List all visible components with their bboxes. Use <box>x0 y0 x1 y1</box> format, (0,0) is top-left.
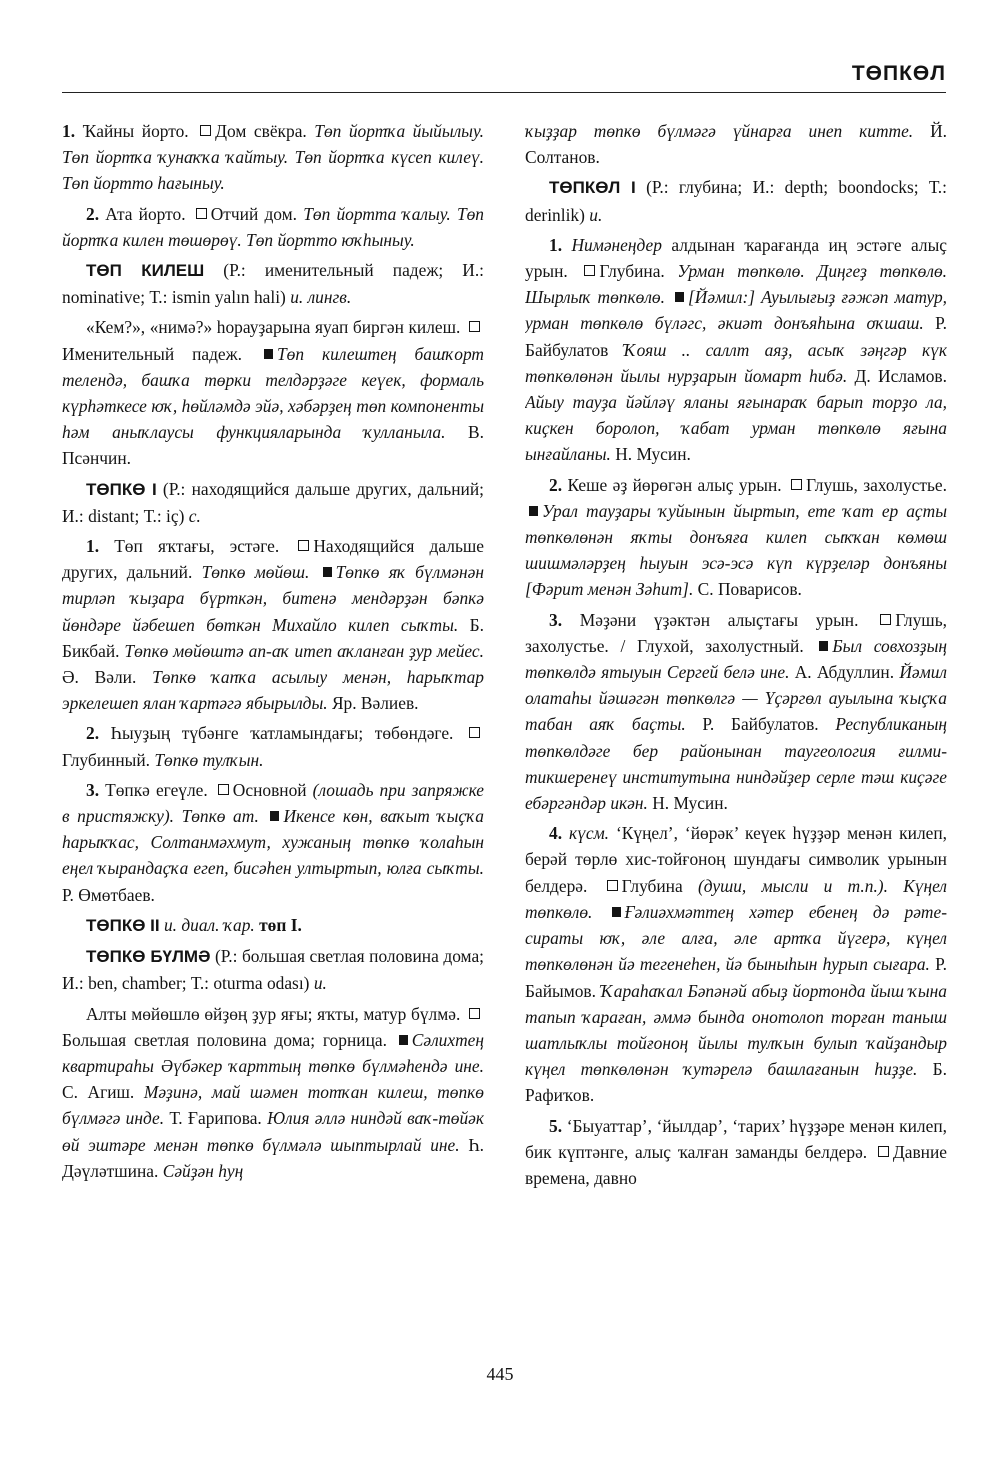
sense-number: 3. <box>549 609 563 630</box>
sense-paragraph <box>62 314 484 471</box>
example: ҡыҙҙар төпкө бүлмәгә үйнарға инеп китте. <box>525 121 914 141</box>
definition: Ҡайны йорто. <box>82 121 189 141</box>
russian-marker-icon <box>469 321 480 332</box>
example: Ҡояш .. саллт аяҙ, асыҡ зәңгәр күк төпкөлөнән йылы нурҙарын йомарт һибә. <box>525 339 947 386</box>
russian-marker-icon <box>584 265 595 276</box>
sense-paragraph <box>525 472 947 603</box>
usage-note: (лошадь при запряжке в пристяжку). <box>62 779 484 827</box>
entry-header <box>62 476 484 529</box>
source: Ә. Вәли. <box>62 667 137 688</box>
sense-paragraph <box>525 118 947 170</box>
citation-marker-icon <box>612 907 621 917</box>
citation-marker-icon <box>264 349 273 359</box>
russian-equivalent: Находящийся дальше других, дальний. <box>62 536 484 583</box>
source: Т. Ғарипова. <box>169 1108 262 1129</box>
russian-equivalent: Именительный падеж. <box>62 343 243 364</box>
example: Республиканың төпкөлдәге бер районынан таугеология ғилми-тикшеренеү институтына ниндәйҙер серле тәш киҫәге ебәргәндәр икән. <box>525 714 947 814</box>
russian-equivalent: Основной <box>232 779 307 800</box>
source: В. Псәнчин. <box>62 422 484 469</box>
source: Й. Солтанов. <box>525 121 947 168</box>
example: Нимәнеңдер <box>571 234 662 255</box>
definition: алдынан ҡарағанда иң эстәге алыҫ урын. <box>525 234 947 282</box>
definition: Кеше әҙ йөрөгән алыҫ урын. <box>567 474 782 495</box>
citation-marker-icon <box>819 641 828 651</box>
left-column <box>62 118 484 1338</box>
russian-marker-icon <box>469 1008 480 1019</box>
entry-header <box>62 257 484 310</box>
sense-paragraph <box>62 777 484 908</box>
citation-marker-icon <box>529 506 538 516</box>
russian-equivalent: Отчий дом. <box>210 203 298 224</box>
definition: Төпкә егеүле. <box>105 779 208 800</box>
grammar-label: күсм. <box>569 823 610 844</box>
source: Н. Мусин. <box>652 793 728 814</box>
russian-equivalent: Большая светлая половина дома; горница. <box>62 1029 387 1050</box>
example: Күңел төпкөлө. <box>525 875 947 922</box>
usage-note: (души, мысли и т.п.). <box>698 875 888 896</box>
entry-header <box>62 912 484 939</box>
source: Б. Бикбай. <box>62 614 484 661</box>
sense-number: 1. <box>62 121 76 141</box>
grammar-label: и. <box>313 973 327 994</box>
example: Ҡараһаҡал Бәпәнәй абыҙ йортонда йыш ҡына тапып ҡараған, әммә бында онотолоп торған таныш шатлыҡлы тойғоноң йылы тулҡын булып ҡайҙандыр күңел төпкөлөнән ҡутәрелә башлағанын һиҙҙе. <box>525 980 947 1080</box>
example: Төп килештең башҡорт телендә, башҡа төрки телдәрҙәге кеүек, формаль күрһәткесе юҡ, һөйләмдә эйә, хәбәрҙең төп компоненты һәм аныҡлаусы функцияларында ҡулланыла. <box>62 343 484 443</box>
source: Р. Байбулатов <box>525 313 947 360</box>
page-number: 445 <box>486 1364 514 1384</box>
russian-marker-icon <box>298 540 309 551</box>
example: Төп йортта ҡалыу. Төп йортҡа килен төшөрөү. Төп йортто юҡһыныу. <box>62 203 484 250</box>
russian-equivalent: Глубина. <box>599 261 665 282</box>
russian-equivalent: Глушь, захолустье. / Глухой, захолустный. <box>525 609 947 656</box>
grammar-label: с. <box>188 505 201 526</box>
entry-header <box>525 174 947 227</box>
example: Төпкө тулҡын. <box>154 749 264 770</box>
sense-paragraph <box>62 118 484 197</box>
source: Н. Мусин. <box>615 444 691 465</box>
sense-paragraph <box>525 820 947 1108</box>
sense-number: 2. <box>86 203 100 224</box>
translations: (Р.: большая светлая половина дома; И.: ben, chamber; Т.: oturma odası) <box>62 946 484 994</box>
headword: ТӨПКӨ I <box>86 479 157 499</box>
source: А. Абдуллин. <box>794 662 895 683</box>
russian-marker-icon <box>791 479 802 490</box>
example: Ғәлиәхмәттең хәтер ебенең дә рәте-сираты юҡ, әле алға, әле артҡа йүгерә, күңел төпкөлөнән йә тегенеһен, йә быныһын һурып сығара. <box>525 901 947 975</box>
example: Сәлихтең квартираһы Әүбәкер ҡарттың төпкө бүлмәһендә ине. <box>62 1029 484 1076</box>
definition: Һыуҙың түбәнге ҡатламындағы; төбөндәге. <box>110 723 454 744</box>
sense-paragraph <box>525 232 947 468</box>
example: Йәмил олатаһы йәшәгән төпкөлгә — Үҫәргөл ауылына ҡыҫҡа табан аяҡ баҫты. <box>525 662 947 735</box>
source: Д. Исламов. <box>854 365 947 386</box>
example: Мәҙинә, май шәмен тотҡан килеш, төпкө бүлмәгә инде. <box>62 1082 484 1129</box>
definition: «Кем?», «нимә?» һорауҙарына яуап биргән килеш. <box>86 317 461 338</box>
russian-equivalent: Давние времена, давно <box>525 1141 947 1188</box>
headword: ТӨПКӨ II <box>86 915 160 935</box>
definition: Мәҙәни үҙәктән алыҫтағы урын. <box>579 609 859 630</box>
sense-paragraph <box>62 201 484 253</box>
example: Төпкө мөйөш. <box>201 562 310 583</box>
russian-marker-icon <box>196 208 207 219</box>
definition: Ата йорто. <box>105 203 186 224</box>
example: Урман төпкөлө. Диңгеҙ төпкөлө. Шырлыҡ төпкөлө. <box>525 261 947 308</box>
russian-equivalent: Глубина <box>621 875 683 896</box>
example: Төпкө яҡ бүлмәнән тирләп ҡыҙара бүрткән, битенә мендәрҙән бәпкә йөндәре йәбешеп бөткән Михайло килеп сыҡты. <box>62 562 484 635</box>
citation-marker-icon <box>675 292 684 302</box>
russian-marker-icon <box>218 784 229 795</box>
example: Был совхозҙың төпкөлдә ятыуын Сергей белә ине. <box>525 635 947 683</box>
source: С. Агиш. <box>62 1082 135 1103</box>
definition: Төп яҡтағы, эстәге. <box>114 536 280 557</box>
citation-marker-icon <box>323 567 332 577</box>
sense-paragraph <box>525 1113 947 1192</box>
example: Айыу тауҙа йәйләү яланы яғынараҡ барып торҙо ла, киҫкен боролоп, ҡабат урман төпкөлө яғына ынғайланы. <box>525 392 947 465</box>
example: Төпкө ҡапҡа асылыу менән, һарыҡтар эркелешеп ялан ҡартәгә ябырылды. <box>62 667 484 714</box>
example: Төп йортҡа йыйылыу. Төп йортҡа ҡунаҡҡа ҡайтыу. Төп йортҡа күсеп килеү. Төп йортто һағыныу. <box>62 121 484 194</box>
translations: (Р.: именительный падеж; И.: nominative; Т.: ismin yalın hali) <box>62 260 484 308</box>
headword: ТӨПКӨ БҮЛМӘ <box>86 947 211 967</box>
source: Р. Байымов. <box>525 954 947 1001</box>
header-rule <box>62 92 946 93</box>
sense-number: 1. <box>86 536 100 557</box>
sense-paragraph <box>525 607 947 817</box>
sense-paragraph <box>62 533 484 716</box>
sense-number: 2. <box>549 474 563 495</box>
running-head-word: ТӨПКӨЛ <box>851 62 946 85</box>
definition: ‘Быуаттар’, ‘йылдар’, ‘тарих’ һүҙҙәре менән килеп, бик күптәнге, алыҫ ҡалған заманды белдерә. <box>525 1115 947 1162</box>
example: Урал тауҙары ҡуйынын йыртып, ете ҡат ер аҫты төпкөлөнән яҡты донъяға килеп сыҡҡан көмөш шишмәләрҙең һыуын эсә-эсә күп күрҙеләр донъяны [Фәрит менән Зәһит]. <box>525 500 947 600</box>
source: С. Поварисов. <box>697 579 802 600</box>
definition: ‘Күңел’, ‘йөрәк’ кеүек һүҙҙәр менән килеп, берәй төрлө хис-тойғоноң шундағы символик урынын белдерә. <box>525 823 947 896</box>
right-column <box>525 118 947 1338</box>
translations: (Р.: глубина; И.: depth; boondocks; Т.: derinlik) <box>525 177 947 225</box>
running-header <box>62 62 946 88</box>
example: Төпкө мөйөштә ап-аҡ итеп аҡланған ҙур мейес. <box>124 640 484 661</box>
russian-equivalent: Глубинный. <box>62 749 150 770</box>
source: Б. Рафиҡов. <box>525 1059 947 1106</box>
translations: (Р.: находящийся дальше других, дальний; И.: distant; Т.: iç) <box>62 478 484 526</box>
russian-marker-icon <box>607 880 618 891</box>
example: Төпкө ат. <box>181 806 259 827</box>
grammar-label: и. <box>589 204 603 225</box>
headword: ТӨП КИЛЕШ <box>86 261 205 281</box>
example: Сәйҙән һуң <box>162 1160 244 1181</box>
russian-equivalent: Дом свёкра. <box>215 121 307 141</box>
russian-marker-icon <box>878 1146 889 1157</box>
sense-paragraph <box>62 1001 484 1184</box>
source: Р. Өмөтбаев. <box>62 884 155 905</box>
example: Юлия әллә ниндәй ваҡ-төйәк өй эштәре менән төпкө бүлмәлә шыптырлай ине. <box>62 1108 484 1155</box>
sense-number: 4. <box>549 823 563 844</box>
source: Һ. Дәүләтшина. <box>62 1134 484 1181</box>
headword: ТӨПКӨЛ I <box>549 178 636 198</box>
russian-marker-icon <box>880 614 891 625</box>
example: Икенсе көн, ваҡыт ҡыҫҡа һарыҡҡас, Солтанмәхмут, хужаның төпкө ҡолаһын еңел ҡырандаҫҡа егеп, бисәһен ултыртып, юлға сыҡты. <box>62 806 484 879</box>
russian-marker-icon <box>469 727 480 738</box>
russian-equivalent: Глушь, захолустье. <box>806 474 947 495</box>
grammar-label: и. диал. ҡар. <box>163 914 255 935</box>
source: Р. Байбулатов. <box>702 714 819 735</box>
sense-number: 2. <box>86 723 100 744</box>
grammar-label: и. лингв. <box>290 287 352 308</box>
russian-marker-icon <box>200 125 211 136</box>
sense-paragraph <box>62 720 484 772</box>
sense-number: 3. <box>86 779 100 800</box>
entry-header <box>62 943 484 996</box>
citation-marker-icon <box>399 1035 408 1045</box>
citation-marker-icon <box>270 811 279 821</box>
example: [Йәмил:] Ауылығыҙ ғәжәп матур, урман төпкөлө бүләгс, әкиәт донъяһына оҡшаш. <box>525 287 947 334</box>
sense-number: 5. <box>549 1115 563 1136</box>
definition: Алты мөйөшлө өйҙөң ҙур яғы; яҡты, матур бүлмә. <box>86 1003 461 1024</box>
sense-number: 1. <box>549 234 563 255</box>
source: Яр. Вәлиев. <box>331 693 419 714</box>
cross-reference: төп I. <box>259 914 302 935</box>
